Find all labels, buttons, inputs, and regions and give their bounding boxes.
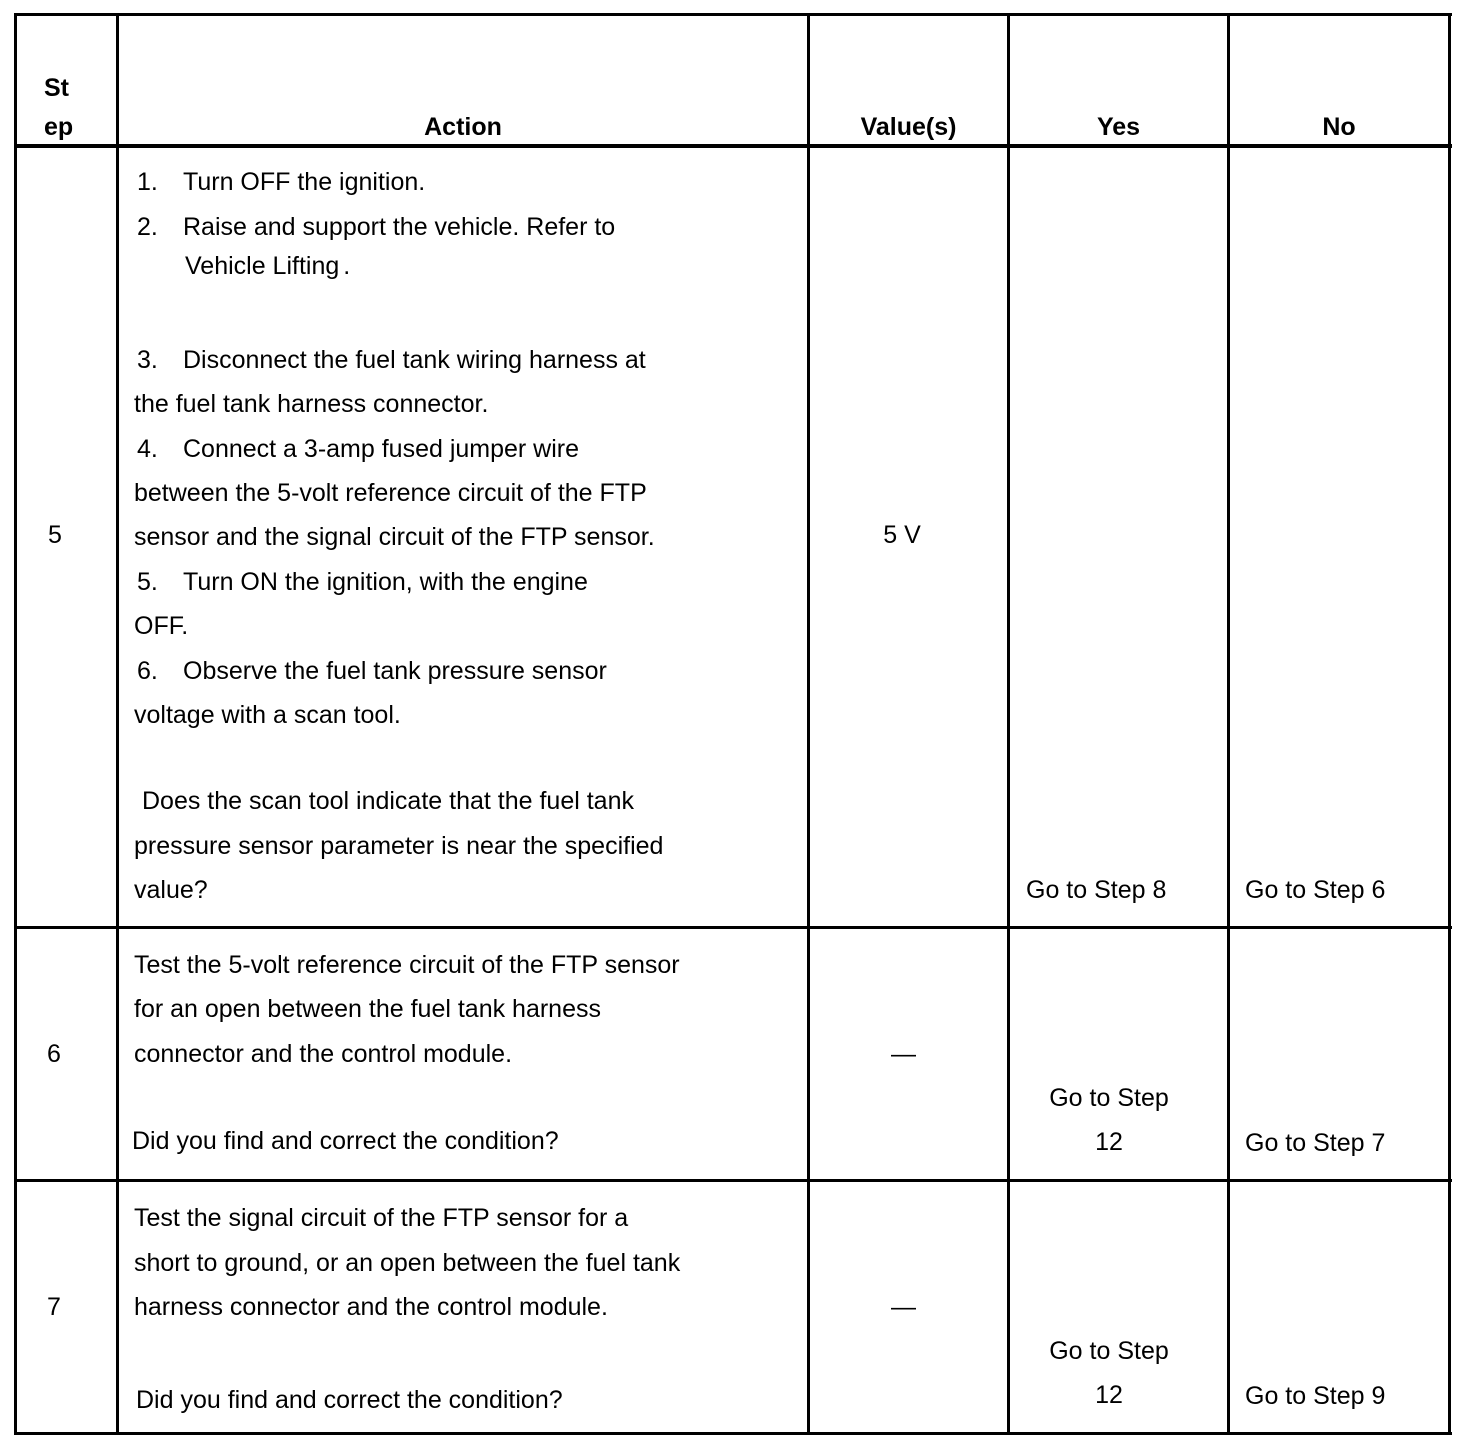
item-number: 4. xyxy=(137,435,158,463)
yes-go-to-step[interactable] xyxy=(1010,1083,1208,1157)
item-text: Turn ON the ignition, with the engine xyxy=(183,568,588,596)
action-line: voltage with a scan tool. xyxy=(134,701,401,729)
header-yes: Yes xyxy=(1096,113,1141,141)
col-divider xyxy=(807,13,810,1435)
step-number: 7 xyxy=(47,1293,61,1321)
action-item xyxy=(137,167,425,197)
item-number: 2. xyxy=(137,213,158,241)
yes-go-to-step[interactable]: Go to Step 8 xyxy=(1026,876,1167,904)
col-divider xyxy=(1007,13,1010,1435)
action-item xyxy=(137,567,588,597)
action-line: OFF. xyxy=(134,612,189,640)
action-item xyxy=(137,434,579,464)
header-values: Value(s) xyxy=(860,113,957,141)
item-number: 1. xyxy=(137,168,158,196)
no-go-to-step[interactable]: Go to Step 6 xyxy=(1245,876,1386,904)
row-divider xyxy=(14,1179,1452,1182)
question-line: value? xyxy=(134,876,208,904)
header-step-line1: St xyxy=(44,74,69,102)
item-number: 6. xyxy=(137,657,158,685)
table-border-left xyxy=(14,13,17,1435)
action-line: Test the 5-volt reference circuit of the FTP sensor xyxy=(134,951,680,979)
action-item xyxy=(137,212,615,242)
action-line: the fuel tank harness connector. xyxy=(134,390,489,418)
row-divider xyxy=(14,926,1452,929)
value-cell: — xyxy=(891,1040,916,1068)
table-border-right xyxy=(1448,13,1451,1435)
action-line: between the 5-volt reference circuit of the FTP xyxy=(134,479,647,507)
header-action: Action xyxy=(424,113,502,141)
question-line: Did you find and correct the condition? xyxy=(132,1127,559,1155)
value-cell: 5 V xyxy=(883,521,921,549)
question-line: Does the scan tool indicate that the fuel tank xyxy=(142,787,634,815)
item-suffix: . xyxy=(343,252,351,280)
action-line: sensor and the signal circuit of the FTP sensor. xyxy=(134,523,655,551)
yes-line: Go to Step xyxy=(1049,1084,1169,1112)
yes-go-to-step[interactable] xyxy=(1010,1336,1208,1410)
question-line: pressure sensor parameter is near the specified xyxy=(134,832,664,860)
item-text: Disconnect the fuel tank wiring harness at xyxy=(183,346,646,374)
col-divider xyxy=(1227,13,1230,1435)
yes-line: 12 xyxy=(1095,1381,1123,1409)
table-border-top xyxy=(14,13,1452,16)
item-number: 5. xyxy=(137,568,158,596)
action-line: connector and the control module. xyxy=(134,1040,513,1068)
no-go-to-step[interactable]: Go to Step 9 xyxy=(1245,1382,1386,1410)
action-line: Test the signal circuit of the FTP sensor for a xyxy=(134,1204,629,1232)
action-item xyxy=(137,345,646,375)
action-item xyxy=(137,656,607,686)
yes-line: 12 xyxy=(1095,1128,1123,1156)
action-line: short to ground, or an open between the fuel tank xyxy=(134,1249,681,1277)
no-go-to-step[interactable]: Go to Step 7 xyxy=(1245,1129,1386,1157)
action-line: harness connector and the control module. xyxy=(134,1293,608,1321)
item-text: Turn OFF the ignition. xyxy=(183,168,426,196)
header-divider xyxy=(14,144,1452,148)
yes-line: Go to Step xyxy=(1049,1337,1169,1365)
action-item-link xyxy=(185,251,350,281)
vehicle-lifting-link[interactable]: Vehicle Lifting xyxy=(185,252,340,280)
item-text: Raise and support the vehicle. Refer to xyxy=(183,213,616,241)
value-cell: — xyxy=(891,1293,916,1321)
header-step-line2: ep xyxy=(44,113,74,141)
table-border-bottom xyxy=(14,1432,1452,1435)
header-no: No xyxy=(1322,113,1356,141)
header-step xyxy=(44,73,73,142)
action-line: for an open between the fuel tank harness xyxy=(134,995,601,1023)
question-line: Did you find and correct the condition? xyxy=(136,1386,563,1414)
col-divider xyxy=(116,13,119,1435)
step-number: 6 xyxy=(47,1040,61,1068)
step-number: 5 xyxy=(48,521,62,549)
item-text: Connect a 3-amp fused jumper wire xyxy=(183,435,580,463)
item-text: Observe the fuel tank pressure sensor xyxy=(183,657,607,685)
item-number: 3. xyxy=(137,346,158,374)
